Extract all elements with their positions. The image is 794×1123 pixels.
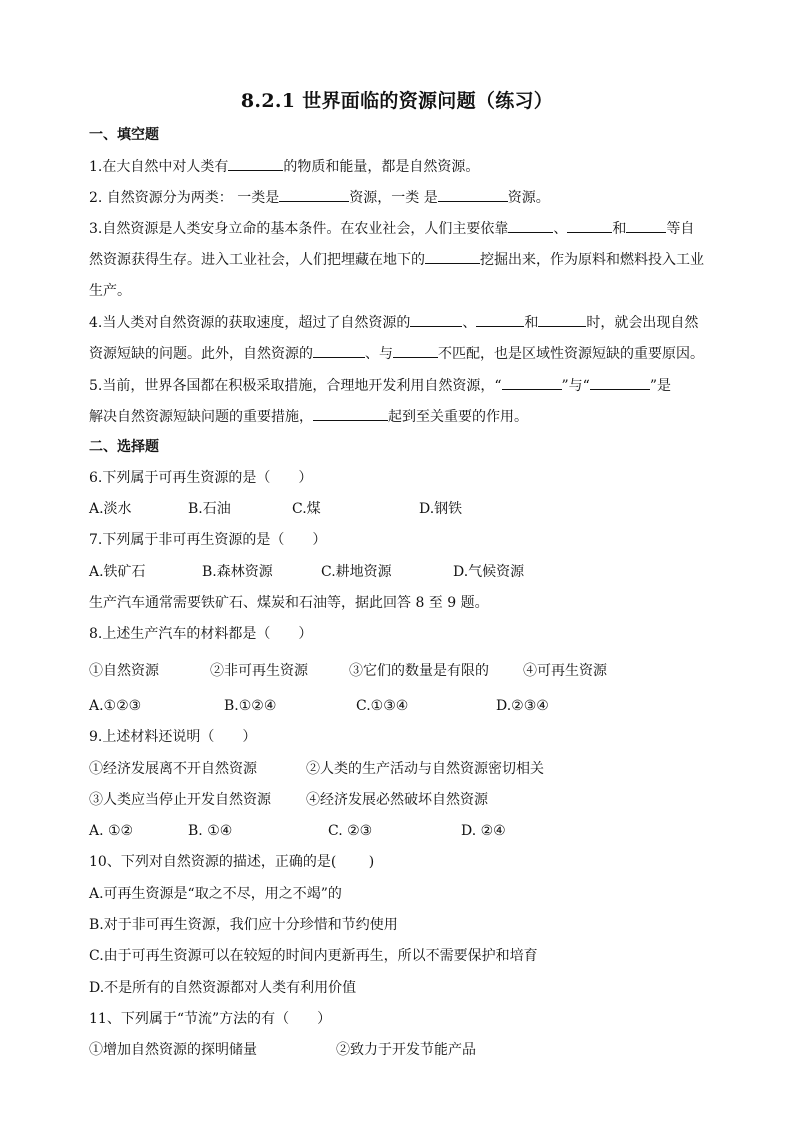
question-5-text-d: 解决自然资源短缺问题的重要措施， <box>89 409 313 425</box>
answer-blank[interactable] <box>590 376 650 390</box>
question-3-text-d: 等自 <box>666 221 695 237</box>
page-title: 8.2.1 世界面临的资源问题（练习） <box>240 90 554 112</box>
option-c[interactable]: C. ②③ <box>328 823 373 839</box>
option-b[interactable]: B. ①④ <box>188 823 233 839</box>
option-d[interactable]: D.②③④ <box>496 698 549 714</box>
option-a[interactable]: A.铁矿石 <box>89 564 146 580</box>
answer-blank[interactable] <box>626 219 666 233</box>
statement-item: ④经济发展必然破坏自然资源 <box>306 792 488 808</box>
question-3-text-b: 、 <box>553 221 568 237</box>
option-c[interactable]: C.①③④ <box>356 698 409 714</box>
option-a[interactable]: A.①②③ <box>89 698 142 714</box>
question-1-text-b: 的物质和能量，都是自然资源。 <box>283 159 480 175</box>
question-2-text-b: 资源，一类 是 <box>349 190 438 206</box>
option-b[interactable]: B.森林资源 <box>202 564 273 580</box>
option-b[interactable]: B.①②④ <box>224 698 277 714</box>
answer-blank[interactable] <box>393 344 438 358</box>
question-4-text-e: 资源短缺的问题。此外，自然资源的 <box>89 346 313 362</box>
option-d[interactable]: D. ②④ <box>461 823 506 839</box>
statement-item: ②非可再生资源 <box>210 663 308 679</box>
answer-blank[interactable] <box>313 344 365 358</box>
question-6-stem: 6.下列属于可再生资源的是（ ） <box>89 470 313 486</box>
answer-blank[interactable] <box>438 188 508 202</box>
statement-item: ①自然资源 <box>89 663 159 679</box>
question-3-text-e: 然资源获得生存。进入工业社会，人们把埋藏在地下的 <box>89 252 425 268</box>
statement-item: ③它们的数量是有限的 <box>349 663 489 679</box>
option-b[interactable]: B.对于非可再生资源，我们应十分珍惜和节约使用 <box>89 917 398 933</box>
question-5-line-1 <box>89 376 709 395</box>
answer-blank[interactable] <box>279 188 349 202</box>
section-heading-choice: 二、选择题 <box>89 439 159 455</box>
question-3-line-2 <box>89 250 709 269</box>
statement-item: ③人类应当停止开发自然资源 <box>89 792 271 808</box>
question-4-text-b: 、 <box>462 315 477 331</box>
statement-item: ①增加自然资源的探明储量 <box>89 1042 257 1058</box>
answer-blank[interactable] <box>538 313 586 327</box>
question-3-text-a: 3.自然资源是人类安身立命的基本条件。在农业社会，人们主要依靠 <box>89 221 509 237</box>
answer-blank[interactable] <box>476 313 524 327</box>
question-8-stem: 8.上述生产汽车的材料都是（ ） <box>89 626 313 642</box>
question-1 <box>89 157 709 176</box>
option-c[interactable]: C.耕地资源 <box>321 564 392 580</box>
question-9-stem: 9.上述材料还说明（ ） <box>89 729 257 745</box>
question-4-text-c: 和 <box>524 315 539 331</box>
option-c[interactable]: C.煤 <box>292 501 321 517</box>
answer-blank[interactable] <box>502 376 562 390</box>
option-a[interactable]: A. ①② <box>89 823 134 839</box>
statement-item: ②致力于开发节能产品 <box>336 1042 476 1058</box>
statement-item: ④可再生资源 <box>523 663 607 679</box>
question-4-text-g: 不匹配，也是区域性资源短缺的重要原因。 <box>438 346 704 362</box>
question-2-text-a: 2. 自然资源分为两类： 一类是 <box>89 190 280 206</box>
question-3-text-c: 和 <box>612 221 627 237</box>
option-d[interactable]: D.不是所有的自然资源都对人类有利用价值 <box>89 980 357 996</box>
question-5-text-b: ”与“ <box>561 378 590 394</box>
question-3-line-1 <box>89 219 709 238</box>
option-d[interactable]: D.钢铁 <box>419 501 463 517</box>
question-3-text-f: 挖掘出来，作为原料和燃料投入工业 <box>480 252 704 268</box>
question-1-text-a: 1.在大自然中对人类有 <box>89 159 229 175</box>
question-5-text-e: 起到至关重要的作用。 <box>388 409 528 425</box>
question-3-line-3: 生产。 <box>89 283 131 299</box>
statement-item: ①经济发展离不开自然资源 <box>89 761 257 777</box>
lead-in-text: 生产汽车通常需要铁矿石、煤炭和石油等，据此回答 8 至 9 题。 <box>89 595 489 611</box>
question-5-text-a: 5.当前，世界各国都在积极采取措施，合理地开发利用自然资源，“ <box>89 378 502 394</box>
answer-blank[interactable] <box>313 407 388 421</box>
option-c[interactable]: C.由于可再生资源可以在较短的时间内更新再生，所以不需要保护和培育 <box>89 948 538 964</box>
answer-blank[interactable] <box>508 219 553 233</box>
question-5-line-2 <box>89 407 709 426</box>
option-b[interactable]: B.石油 <box>188 501 231 517</box>
question-4-text-a: 4.当人类对自然资源的获取速度，超过了自然资源的 <box>89 315 411 331</box>
statement-item: ②人类的生产活动与自然资源密切相关 <box>306 761 544 777</box>
question-5-text-c: ”是 <box>649 378 672 394</box>
question-4-text-f: 、与 <box>365 346 393 362</box>
section-heading-fill-in: 一、填空题 <box>89 127 159 143</box>
question-7-stem: 7.下列属于非可再生资源的是（ ） <box>89 532 327 548</box>
option-d[interactable]: D.气候资源 <box>453 564 525 580</box>
answer-blank[interactable] <box>228 157 283 171</box>
answer-blank[interactable] <box>567 219 612 233</box>
option-a[interactable]: A.可再生资源是“取之不尽，用之不竭”的 <box>89 886 342 902</box>
question-2 <box>89 188 709 207</box>
answer-blank[interactable] <box>410 313 462 327</box>
question-4-text-d: 时，就会出现自然 <box>586 315 699 331</box>
question-4-line-2 <box>89 344 709 363</box>
question-2-text-c: 资源。 <box>507 190 550 206</box>
answer-blank[interactable] <box>425 250 480 264</box>
question-4-line-1 <box>89 313 709 332</box>
option-a[interactable]: A.淡水 <box>89 501 132 517</box>
question-11-stem: 11、下列属于“节流”方法的有（ ） <box>89 1011 332 1027</box>
question-10-stem: 10、下列对自然资源的描述，正确的是( ) <box>89 854 375 870</box>
